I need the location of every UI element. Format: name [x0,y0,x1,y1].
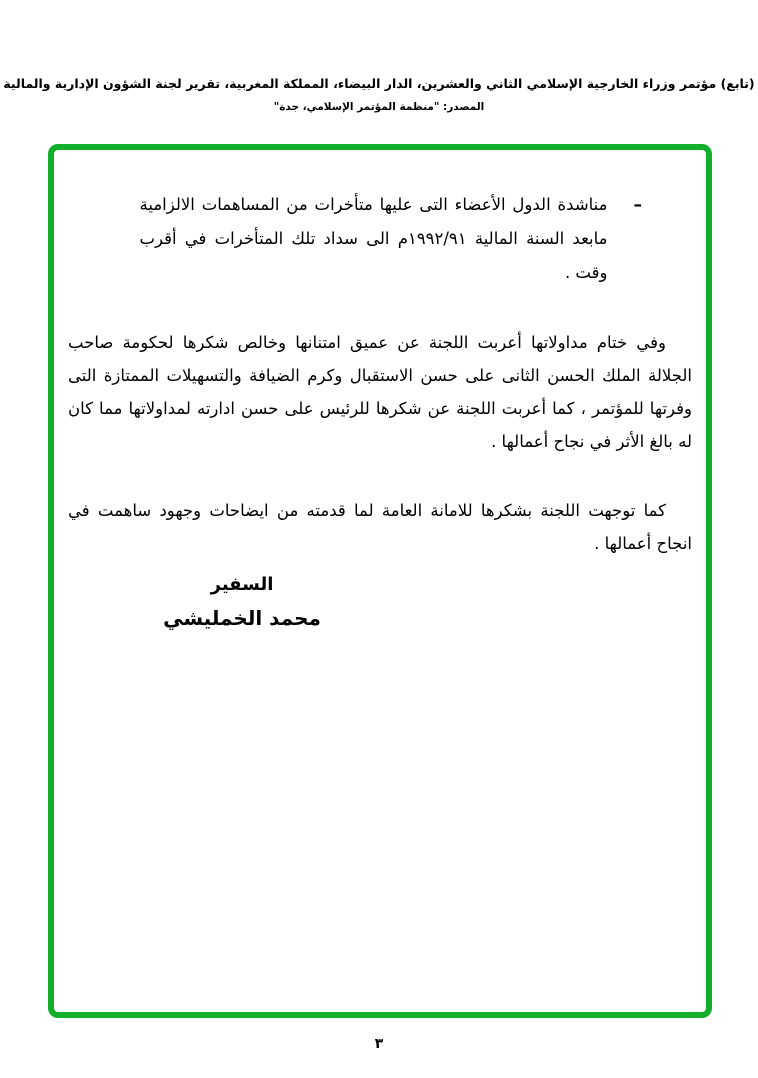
document-border-box [48,144,712,1018]
signature-name: محمد الخمليشي [163,606,321,630]
header-title: (تابع) مؤتمر وزراء الخارجية الإسلامي الثاني والعشرين، الدار البيضاء، المملكة المغربية، تقرير لجنة الشؤون الإدارية والمالية [3,76,755,91]
signature-block [154,574,330,630]
paragraph-thanks-government: وفي ختام مداولاتها أعربت اللجنة عن عميق امتنانها وخالص شكرها لحكومة صاحب الجلالة الملك الحسن الثانى على حسن الاستقبال وكرم الضيافة والتسهيلات الممتازة التى وفرتها للمؤتمر ، كما أعربت اللجنة عن شكرها للرئيس على حسن ادارته لمداولاتها مما كان له بالغ الأثر في نجاح أعمالها . [68,333,692,451]
bullet-dash-marker: – [633,195,642,215]
page-number: ٣ [374,1036,384,1052]
signature-title: السفير [210,574,274,595]
document-header [0,76,758,113]
header-source: المصدر: "منظمة المؤتمر الإسلامي، جدة" [273,101,485,113]
bullet-item [54,188,642,290]
bullet-item-text: مناشدة الدول الأعضاء التى عليها متأخرات من المساهمات الالزامية مابعد السنة المالية ١٩٩٢/٩١م الى سداد تلك المتأخرات في أقرب وقت . [139,195,608,282]
paragraph-thanks-secretariat: كما توجهت اللجنة بشكرها للامانة العامة لما قدمته من ايضاحات وجهود ساهمت في انجاح أعمالها . [68,501,692,553]
